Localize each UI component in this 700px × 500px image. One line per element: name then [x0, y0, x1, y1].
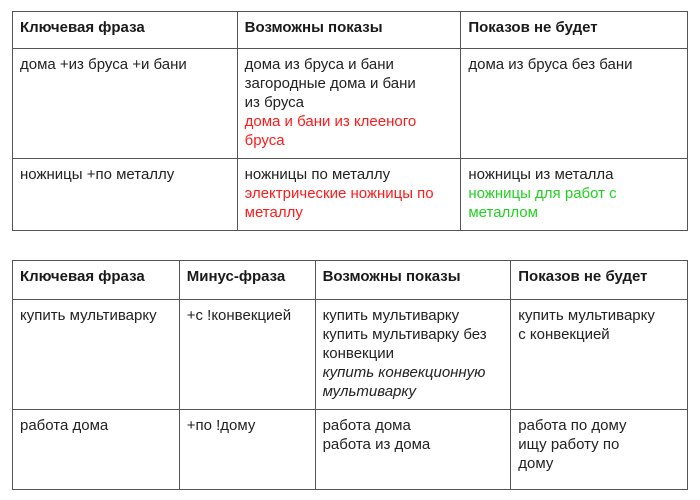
show-line: работа дома	[322, 417, 411, 434]
possible-shows-cell	[237, 159, 461, 231]
possible-shows-cell	[315, 410, 511, 490]
table-row	[13, 300, 688, 410]
header-no-shows: Показов не будет	[511, 261, 688, 300]
header-keyword: Ключевая фраза	[13, 12, 238, 49]
no-show-line: купить мультиварку	[518, 307, 655, 324]
show-line-red: металлу	[244, 204, 303, 221]
header-keyword: Ключевая фраза	[13, 261, 180, 300]
show-line-italic: купить конвекционную	[322, 364, 486, 381]
no-show-line: ищу работу по	[518, 436, 620, 453]
possible-shows-cell	[237, 49, 461, 159]
table-header-row	[13, 12, 688, 49]
keyword-cell: ножницы +по металлу	[13, 159, 238, 231]
show-line: работа из дома	[322, 436, 431, 453]
header-no-shows: Показов не будет	[461, 12, 688, 49]
show-line-italic: мультиварку	[322, 383, 416, 400]
show-line-red: электрические ножницы по	[244, 185, 434, 202]
keyword-cell: работа дома	[13, 410, 180, 490]
no-shows-cell	[511, 300, 688, 410]
keyword-table-2	[12, 260, 688, 490]
table-header-row	[13, 261, 688, 300]
header-possible-shows: Возможны показы	[237, 12, 461, 49]
show-line-red: бруса	[244, 132, 285, 149]
header-minus-phrase: Минус-фраза	[179, 261, 315, 300]
no-show-line: с конвекцией	[518, 326, 610, 343]
table-row	[13, 159, 688, 231]
possible-shows-cell	[315, 300, 511, 410]
no-shows-cell	[461, 49, 688, 159]
keyword-table-1	[12, 11, 688, 231]
minus-phrase-cell: +с !конвекцией	[179, 300, 315, 410]
show-line: купить мультиварку	[322, 307, 460, 324]
no-show-line: дома из бруса без бани	[468, 56, 633, 73]
no-show-line: работа по дому	[518, 417, 627, 434]
no-show-line-green: ножницы для работ с	[468, 185, 617, 202]
keyword-cell: купить мультиварку	[13, 300, 180, 410]
table-row	[13, 410, 688, 490]
header-possible-shows: Возможны показы	[315, 261, 511, 300]
show-line: дома из бруса и бани	[244, 56, 394, 73]
minus-phrase-cell: +по !дому	[179, 410, 315, 490]
no-shows-cell	[511, 410, 688, 490]
show-line: загородные дома и бани	[244, 75, 416, 92]
show-line: конвекции	[322, 345, 394, 362]
table-row	[13, 49, 688, 159]
no-show-line: ножницы из металла	[468, 166, 614, 183]
show-line: купить мультиварку без	[322, 326, 487, 343]
show-line-red: дома и бани из клееного	[244, 113, 417, 130]
no-show-line: дому	[518, 455, 554, 472]
no-shows-cell	[461, 159, 688, 231]
keyword-cell: дома +из бруса +и бани	[13, 49, 238, 159]
no-show-line-green: металлом	[468, 204, 538, 221]
show-line: из бруса	[244, 94, 305, 111]
show-line: ножницы по металлу	[244, 166, 391, 183]
